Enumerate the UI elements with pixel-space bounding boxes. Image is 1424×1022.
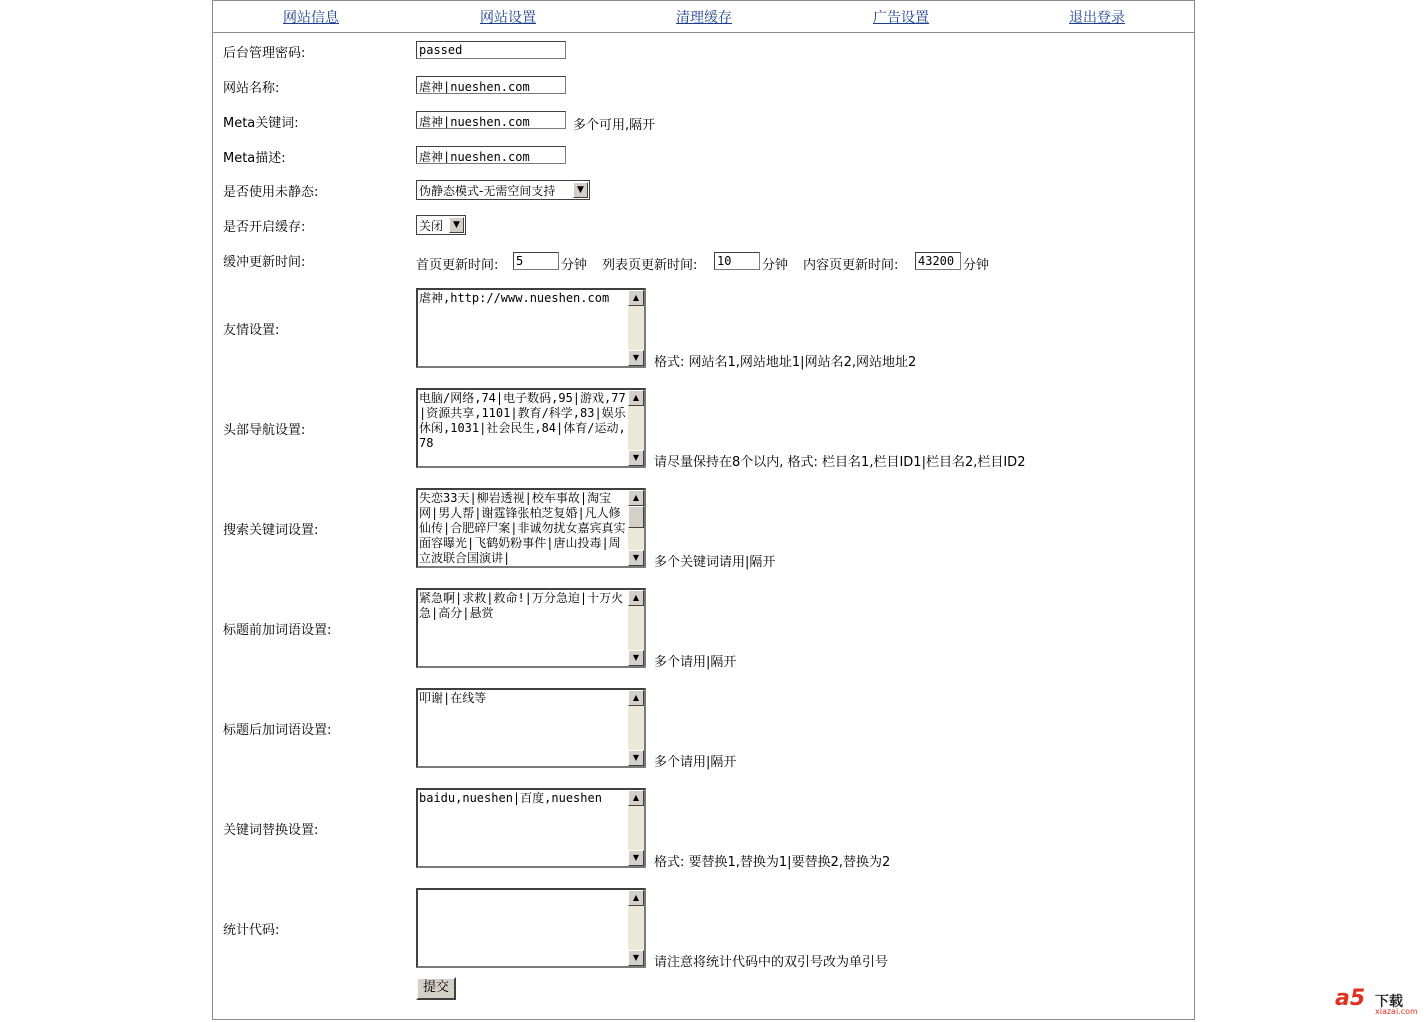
home-update-input[interactable]: 5 [513,252,559,270]
header-nav-hint: 请尽量保持在8个以内, 格式: 栏目名1,栏目ID1|栏目名2,栏目ID2 [654,455,1026,470]
stats-code-textarea[interactable] [416,888,646,968]
scroll-down-icon[interactable]: ▼ [628,650,644,666]
search-keywords-text: 失恋33天|柳岩透视|校车事故|淘宝网|男人帮|谢霆锋张柏芝复婚|凡人修仙传|合肥碎尸案|非诚勿扰女嘉宾真实面容曝光|飞鹤奶粉事件|唐山投毒|周立波联合国演讲| [419,491,626,565]
meta-keywords-hint: 多个可用,隔开 [573,118,656,133]
home-update-unit: 分钟 [561,258,588,273]
scrollbar[interactable] [628,890,644,966]
scroll-up-icon[interactable]: ▲ [628,790,644,806]
keyword-replace-textarea[interactable] [416,788,646,868]
site-name-input[interactable]: 虐神|nueshen.com [416,76,566,94]
scroll-up-icon[interactable]: ▲ [628,890,644,906]
top-nav [213,0,1194,33]
title-suffix-hint: 多个请用|隔开 [654,755,737,770]
search-keywords-hint: 多个关键词请用|隔开 [654,555,776,570]
home-update-label: 首页更新时间: [416,258,499,273]
list-update-input[interactable]: 10 [714,252,760,270]
title-suffix-label: 标题后加词语设置: [223,723,332,738]
stats-code-hint: 请注意将统计代码中的双引号改为单引号 [654,955,889,970]
scrollbar[interactable] [628,490,644,566]
cache-enabled-selected: 关闭 [419,219,444,233]
scrollbar[interactable] [628,790,644,866]
keyword-replace-hint: 格式: 要替换1,替换为1|要替换2,替换为2 [654,855,891,870]
site-name-label: 网站名称: [223,81,280,96]
cache-enabled-label: 是否开启缓存: [223,220,306,235]
watermark-logo [1335,986,1418,1016]
submit-button[interactable]: 提交 [416,977,456,1000]
meta-description-label: Meta描述: [223,151,286,166]
scroll-up-icon[interactable]: ▲ [628,490,644,506]
static-mode-selected: 伪静态模式-无需空间支持 [419,184,556,198]
watermark-site: xiazai.com [1375,1007,1418,1016]
meta-keywords-input[interactable]: 虐神|nueshen.com [416,111,566,129]
scroll-down-icon[interactable]: ▼ [628,750,644,766]
content-update-label: 内容页更新时间: [803,258,899,273]
scroll-down-icon[interactable]: ▼ [628,450,644,466]
chevron-down-icon[interactable]: ▼ [573,182,588,198]
scroll-up-icon[interactable]: ▲ [628,290,644,306]
title-prefix-text: 紧急啊|求救|救命!|万分急迫|十万火急|高分|悬赏 [419,591,624,620]
chevron-down-icon[interactable]: ▼ [449,217,464,233]
list-update-label: 列表页更新时间: [602,258,698,273]
nav-site-settings[interactable]: 网站设置 [480,10,536,26]
header-nav-label: 头部导航设置: [223,423,306,438]
search-keywords-label: 搜索关键词设置: [223,523,319,538]
scroll-thumb[interactable] [628,506,644,528]
static-mode-select[interactable] [416,180,590,200]
static-mode-label: 是否使用未静态: [223,185,319,200]
scroll-up-icon[interactable]: ▲ [628,690,644,706]
friend-links-hint: 格式: 网站名1,网站地址1|网站名2,网站地址2 [654,355,917,370]
scroll-up-icon[interactable]: ▲ [628,590,644,606]
title-prefix-textarea[interactable] [416,588,646,668]
a5-logo-icon: a5 [1335,986,1366,1011]
friend-links-label: 友情设置: [223,323,280,338]
nav-logout[interactable]: 退出登录 [1069,10,1125,26]
cache-time-label: 缓冲更新时间: [223,255,306,270]
list-update-unit: 分钟 [762,258,789,273]
watermark-text: 下载 [1375,994,1403,1010]
scrollbar[interactable] [628,290,644,366]
cache-enabled-select[interactable] [416,215,466,235]
title-suffix-text: 叩谢|在线等 [419,691,487,705]
content-update-unit: 分钟 [963,258,990,273]
settings-panel [212,0,1195,1020]
nav-ad-settings[interactable]: 广告设置 [873,10,929,26]
title-suffix-textarea[interactable] [416,688,646,768]
scrollbar[interactable] [628,390,644,466]
admin-password-input[interactable]: passed [416,41,566,59]
friend-links-textarea[interactable] [416,288,646,368]
scrollbar[interactable] [628,690,644,766]
scrollbar[interactable] [628,590,644,666]
scroll-up-icon[interactable]: ▲ [628,390,644,406]
friend-links-text: 虐神,http://www.nueshen.com [419,291,610,305]
meta-keywords-label: Meta关键词: [223,116,299,131]
keyword-replace-label: 关键词替换设置: [223,823,319,838]
meta-description-input[interactable]: 虐神|nueshen.com [416,146,566,164]
stats-code-label: 统计代码: [223,923,280,938]
title-prefix-hint: 多个请用|隔开 [654,655,737,670]
content-update-input[interactable]: 43200 [915,252,961,270]
scroll-down-icon[interactable]: ▼ [628,350,644,366]
nav-site-info[interactable]: 网站信息 [283,10,339,26]
header-nav-text: 电脑/网络,74|电子数码,95|游戏,77|资源共享,1101|教育/科学,83|娱乐休闲,1031|社会民生,84|体育/运动,78 [419,391,626,450]
scroll-down-icon[interactable]: ▼ [628,850,644,866]
keyword-replace-text: baidu,nueshen|百度,nueshen [419,791,602,805]
admin-password-label: 后台管理密码: [223,46,306,61]
nav-clear-cache[interactable]: 清理缓存 [676,10,732,26]
title-prefix-label: 标题前加词语设置: [223,623,332,638]
scroll-down-icon[interactable]: ▼ [628,950,644,966]
scroll-down-icon[interactable]: ▼ [628,550,644,566]
search-keywords-textarea[interactable] [416,488,646,568]
header-nav-textarea[interactable] [416,388,646,468]
